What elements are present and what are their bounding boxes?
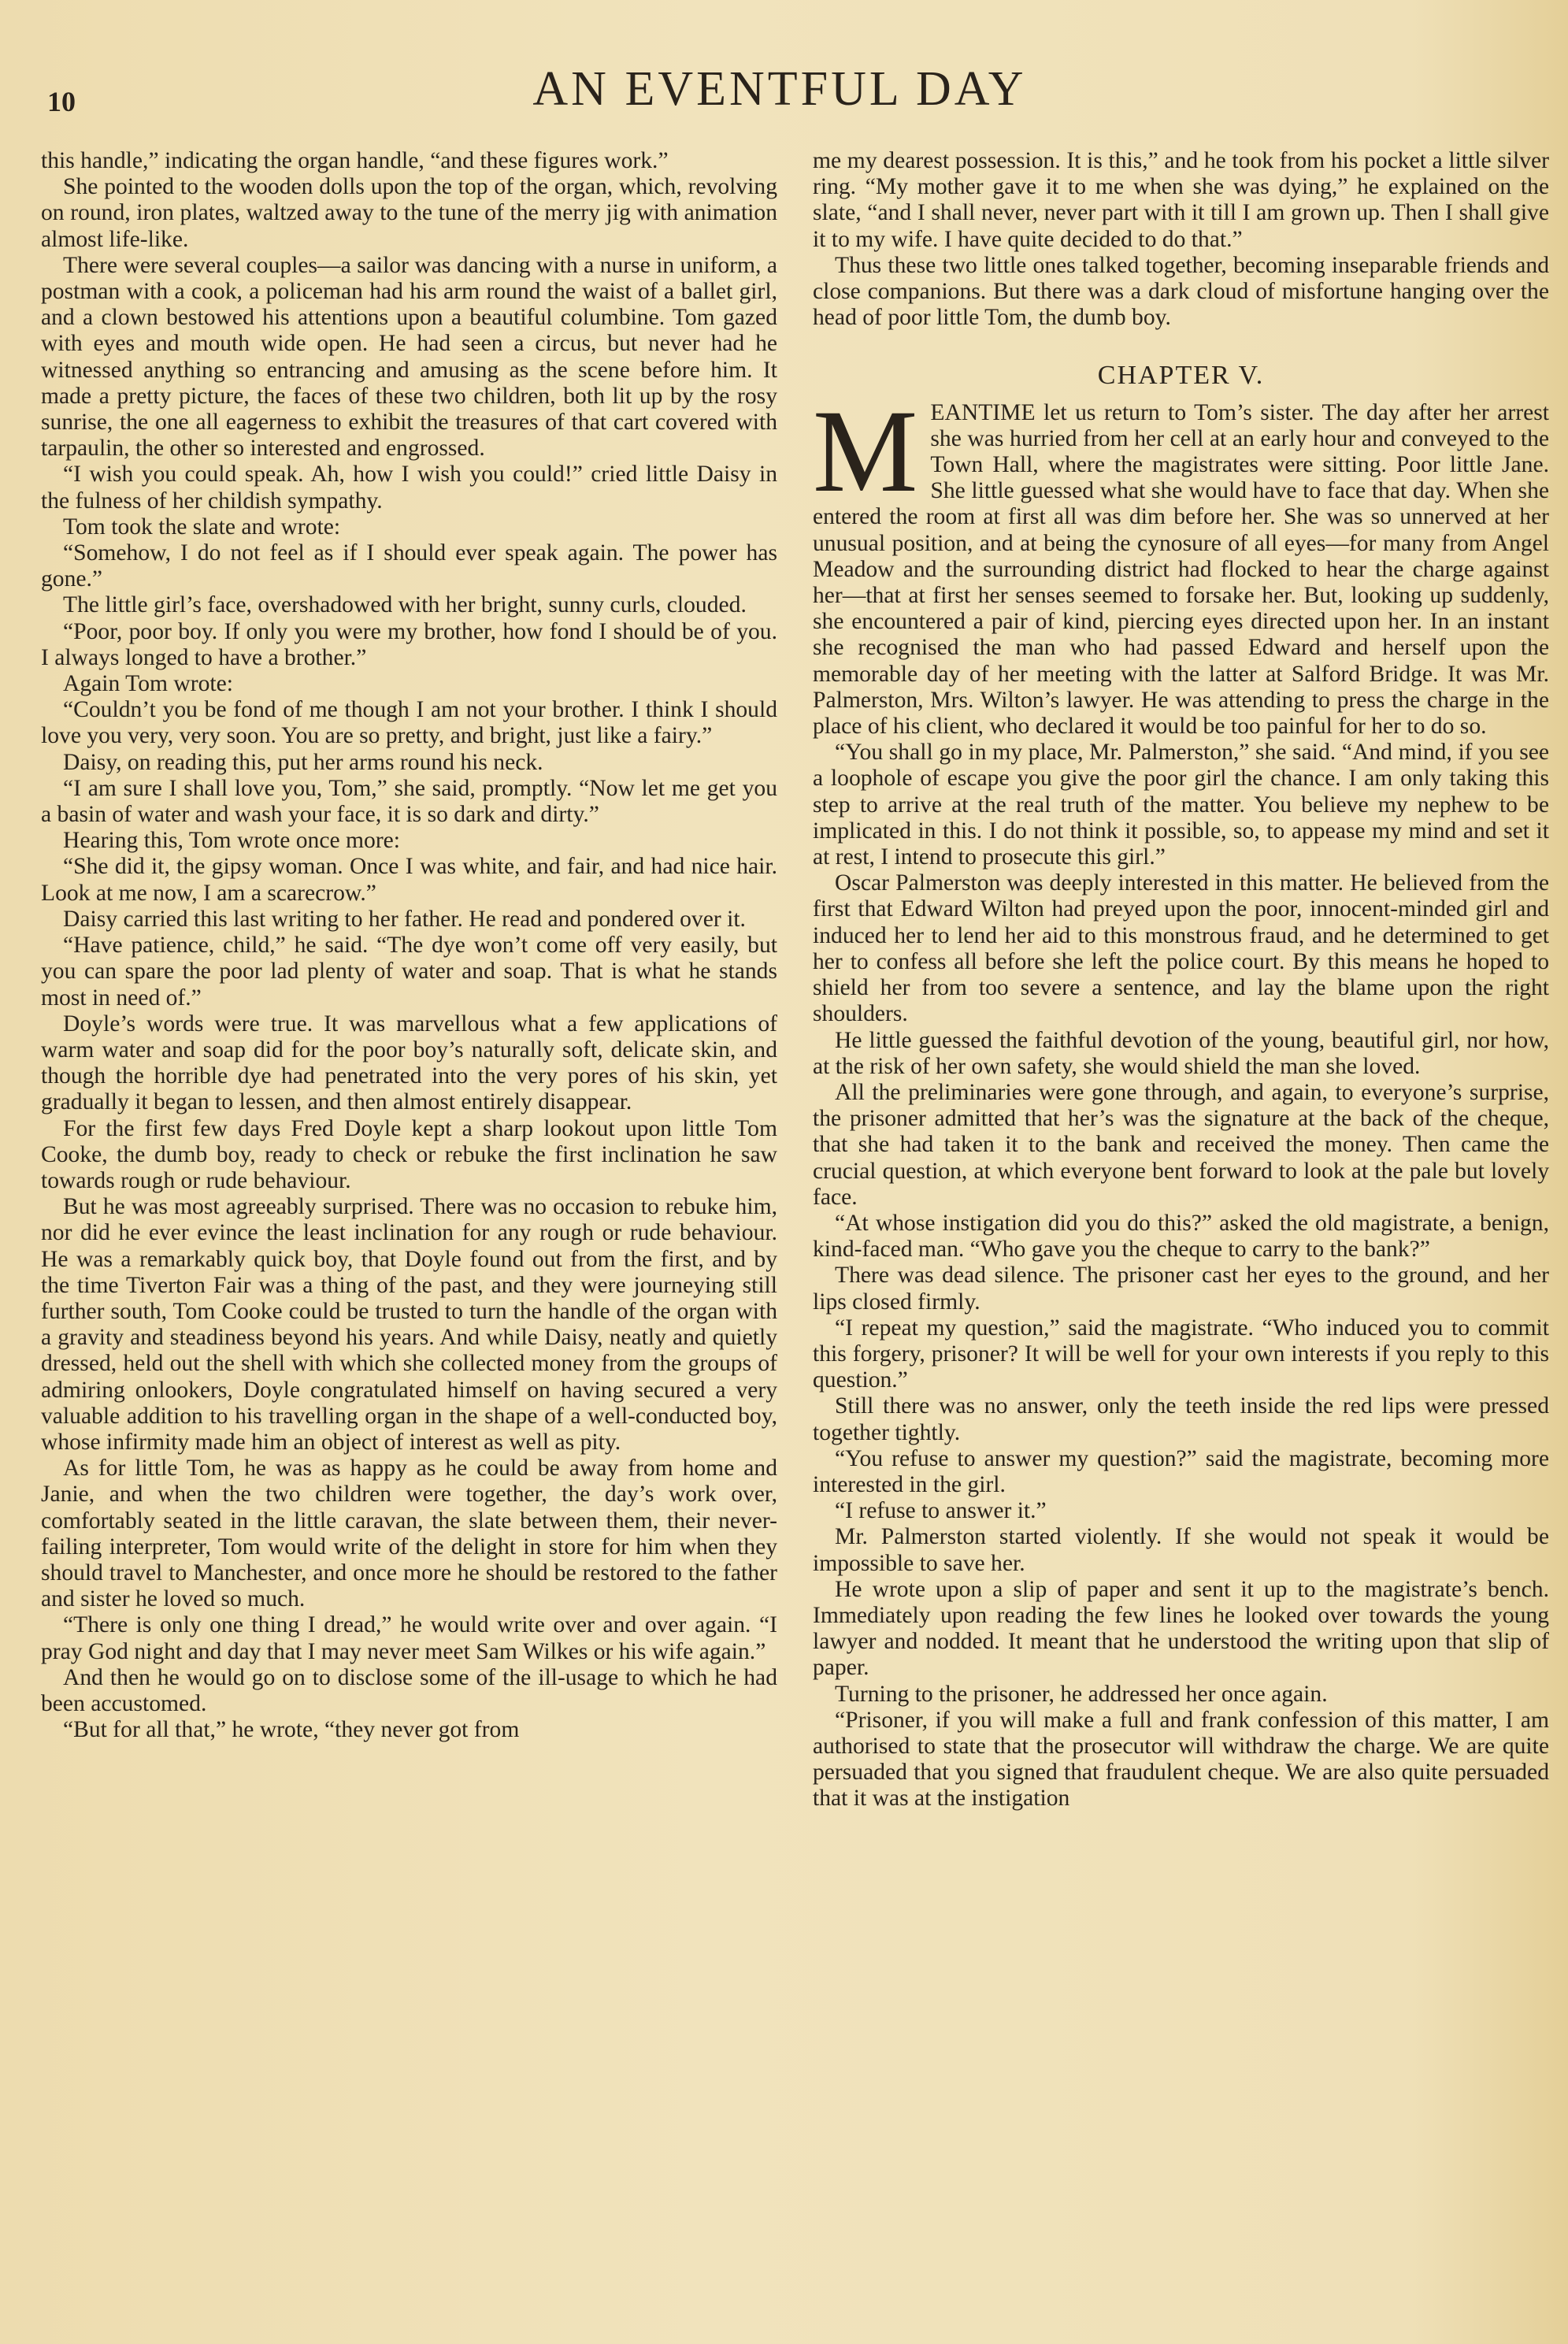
paragraph: But he was most agreeably surprised. There was no occasion to rebuke him, nor did he ever evince the least inclination for any rough or rude behaviour. He was a remarkably quick boy, that Doyle found out from the first, and by the time Tiverton Fair was a thing of the past, and they were journeying still further south, Tom Cooke could be trusted to turn the handle of the organ with a gravity and steadiness beyond his years. And while Daisy, neatly and quietly dressed, held out the shell with which she collected money from the groups of admiring onlookers, Doyle congratulated himself on having secured a very valuable addition to his travelling organ in the shape of a well-conducted boy, whose infirmity made him an object of interest as well as pity. (41, 1194, 777, 1455)
paragraph: “I refuse to answer it.” (835, 1498, 1047, 1524)
paragraph: For the first few days Fred Doyle kept a sharp lookout upon little Tom Cooke, the dumb boy, ready to check or rebuke the first inclination he saw towards rough or rude behaviour. (41, 1115, 777, 1193)
paragraph: “I repeat my question,” said the magistrate. “Who induced you to commit this forgery, prisoner? It will be well for your own interests if you reply to this question.” (813, 1315, 1549, 1393)
paragraph: Daisy carried this last writing to her father. He read and pondered over it. (63, 906, 746, 932)
paragraph: The little girl’s face, overshadowed with her bright, sunny curls, clouded. (63, 592, 747, 618)
paragraph: Again Tom wrote: (63, 671, 234, 697)
left-column (41, 148, 777, 2322)
paragraph: Still there was no answer, only the teeth inside the red lips were pressed together tightly. (813, 1393, 1549, 1445)
chapter-opening-text: EANTIME let us return to Tom’s sister. The day after her arrest she was hurried from her cell at an early hour and conveyed to the Town Hall, where the magistrates were sitting. Poor little Jane. She little guessed what she would have to face that day. When she entered the room at first all was dim before her. She was so unnerved at her unusual position, and at being the cynosure of all eyes—for many from Angel Meadow and the surrounding district had flocked to hear the charge against her—that at first her senses seemed to forsake her. But, looking up suddenly, she encountered a pair of kind, piercing eyes directed upon her. In an instant she recognised the man who had passed Edward and herself upon the memorable day of her meeting with the latter at Salford Bridge. It was Mr. Palmerston, Mrs. Wilton’s lawyer. He was attending to press the charge in the place of his client, who declared it would be too painful for her to do so. (813, 399, 1549, 740)
page-header (32, 61, 1528, 124)
paragraph: Tom took the slate and wrote: (63, 514, 341, 540)
paragraph: Oscar Palmerston was deeply interested in this matter. He believed from the first that Edward Wilton had preyed upon the poor, innocent-minded girl and induced her to lend her aid to this monstrous fraud, and he determined to get her to confess all before she left the police court. By this means he hoped to shield her from too severe a sentence, and lay the blame upon the right shoulders. (813, 870, 1549, 1027)
paragraph: As for little Tom, he was as happy as he could be away from home and Janie, and when the two children were together, the day’s work over, comfortably seated in the little caravan, the slate between them, their never-failing interpreter, Tom would write of the delight in store for him when they should travel to Manchester, and once more he should be restored to the father and sister he loved so much. (41, 1456, 777, 1612)
paragraph: “I am sure I shall love you, Tom,” she said, promptly. “Now let me get you a basin of water and wash your face, it is so dark and dirty.” (41, 775, 777, 828)
drop-cap: M (813, 385, 918, 517)
paragraph: There were several couples—a sailor was dancing with a nurse in uniform, a postman with a cook, a policeman had his arm round the waist of a ballet girl, and a clown bestowed his attentions upon a beautiful columbine. Tom gazed with eyes and mouth wide open. He had seen a circus, but never had he witnessed anything so entrancing and amusing as the scene before him. It made a pretty picture, the faces of these two children, both lit up by the rosy sunrise, the one all eagerness to exhibit the treasures of that cart covered with tarpaulin, the other so interested and engrossed. (41, 252, 777, 462)
paragraph: “Somehow, I do not feel as if I should ever speak again. The power has gone.” (41, 540, 777, 592)
paragraph: Turning to the prisoner, he addressed her once again. (835, 1681, 1328, 1707)
paragraph: me my dearest possession. It is this,” and he took from his pocket a little silver ring. “My mother gave it to me when she was dying,” he explained on the slate, “and I shall never, never part with it till I am grown up. Then I shall give it to my wife. I have quite decided to do that.” (813, 148, 1549, 252)
chapter-opening-paragraph (813, 385, 1549, 740)
paragraph: He wrote upon a slip of paper and sent it up to the magistrate’s bench. Immediately upon reading the few lines he looked over towards the young lawyer and nodded. It meant that he understood the writing upon that slip of paper. (813, 1576, 1549, 1681)
paragraph: Thus these two little ones talked together, becoming inseparable friends and close companions. But there was a dark cloud of misfortune hanging over the head of poor little Tom, the dumb boy. (813, 252, 1549, 331)
paragraph: All the preliminaries were gone through, and again, to everyone’s surprise, the prisoner admitted that her’s was the signature at the back of the cheque, that she had taken it to the bank and received the money. Then came the crucial question, at which everyone bent forward to look at the pale but lovely face. (813, 1079, 1549, 1210)
paragraph: “But for all that,” he wrote, “they never got from (63, 1717, 520, 1743)
paragraph: “At whose instigation did you do this?” asked the old magistrate, a benign, kind-faced man. “Who gave you the cheque to carry to the bank?” (813, 1210, 1549, 1263)
right-column (813, 148, 1549, 2322)
paragraph: “You refuse to answer my question?” said the magistrate, becoming more interested in the girl. (813, 1445, 1549, 1497)
paragraph: There was dead silence. The prisoner cast her eyes to the ground, and her lips closed firmly. (813, 1263, 1549, 1315)
paragraph: “Poor, poor boy. If only you were my brother, how fond I should be of you. I always longed to have a brother.” (41, 618, 777, 670)
paragraph: “Have patience, child,” he said. “The dye won’t come off very easily, but you can spare the poor lad plenty of water and soap. That is what he stands most in need of.” (41, 933, 777, 1011)
paragraph: “She did it, the gipsy woman. Once I was white, and fair, and had nice hair. Look at me now, I am a scarecrow.” (41, 854, 777, 906)
paragraph: Hearing this, Tom wrote once more: (63, 828, 401, 854)
paragraph: And then he would go on to disclose some of the ill-usage to which he had been accustomed. (41, 1664, 777, 1716)
paragraph: “Prisoner, if you will make a full and frank confession of this matter, I am authorised to state that the prosecutor will withdraw the charge. We are quite persuaded that you signed that fraudulent cheque. We are also quite persuaded that it was at the instigation (813, 1707, 1549, 1812)
paragraph: “I wish you could speak. Ah, how I wish you could!” cried little Daisy in the fulness of her childish sympathy. (41, 462, 777, 514)
paragraph: Daisy, on reading this, put her arms round his neck. (63, 749, 543, 775)
chapter-heading: CHAPTER V. (1097, 361, 1265, 391)
paragraph: He little guessed the faithful devotion of the young, beautiful girl, nor how, at the risk of her own safety, she would shield the man she loved. (813, 1027, 1549, 1079)
paragraph: “There is only one thing I dread,” he would write over and over again. “I pray God night and day that I may never meet Sam Wilkes or his wife again.” (41, 1612, 777, 1664)
running-head: AN EVENTFUL DAY (532, 62, 1027, 116)
paragraph: Mr. Palmerston started violently. If she would not speak it would be impossible to save her. (813, 1524, 1549, 1576)
paragraph: “You shall go in my place, Mr. Palmerston,” she said. “And mind, if you see a loophole of escape you give the poor girl the chance. I am only taking this step to arrive at the real truth of the matter. You believe my nephew to be implicated in this. I do not think it possible, so, to appease my mind and set it at rest, I intend to prosecute this girl.” (813, 740, 1549, 870)
paragraph: this handle,” indicating the organ handle, “and these figures work.” (41, 148, 669, 173)
page-number: 10 (47, 86, 76, 117)
paragraph: She pointed to the wooden dolls upon the top of the organ, which, revolving on round, iron plates, waltzed away to the tune of the merry jig with animation almost life-like. (41, 174, 777, 252)
paragraph: “Couldn’t you be fond of me though I am not your brother. I think I should love you very, very soon. You are so pretty, and bright, just like a fairy.” (41, 697, 777, 749)
paragraph: Doyle’s words were true. It was marvellous what a few applications of warm water and soap did for the poor boy’s naturally soft, delicate skin, and though the horrible dye had penetrated into the very pores of his skin, yet gradually it began to lessen, and then almost entirely disappear. (41, 1011, 777, 1115)
